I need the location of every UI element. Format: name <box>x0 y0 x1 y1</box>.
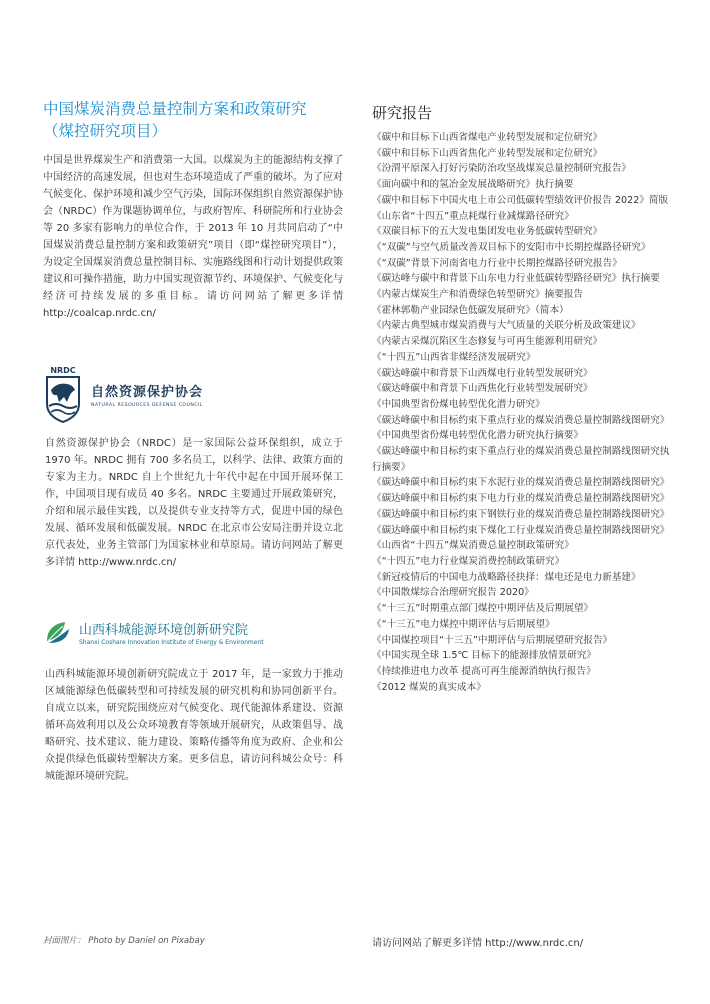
report-item: 《新冠疫情后的中国电力战略路径抉择：煤电还是电力新基建》 <box>372 571 641 583</box>
report-item: 《双碳目标下的五大发电集团发电业务低碳转型研究》 <box>372 226 603 238</box>
report-item: 《中国实现全球 1.5℃ 目标下的能源排放情景研究》 <box>372 650 597 662</box>
coal-cap-body: 中国是世界煤炭生产和消费第一大国。以煤炭为主的能源结构支撑了中国经济的高速发展，但也对生态环境造成了严重的破坏。为了应对气候变化、保护环境和减少空气污染，国际环保组织自然资源保护协会（NRDC）作为课题协调单位，与政府智库、科研院所和行业协会等 20 多家有影响力的单位合作，于 2013 年 10 月共同启动了“中国煤炭消费总量控制方案和政策研究”项目（即“煤控研究项目”），为设定全国煤炭消费总量控制目标、实施路线图和行动计划提供政策建议和可操作措施，助力中国实现资源节约、环境保护、气候变化与经济可持续发展的多重目标。请访问网站了解更多详情 http://coalcap.nrdc.cn/ <box>43 155 343 319</box>
report-item: 《“双碳”与空气质量改善双目标下的安阳市中长期控煤路径研究》 <box>372 241 651 253</box>
nrdc-logo <box>43 363 343 425</box>
report-item: 《碳达峰碳中和背景下山西煤电行业转型发展研究》 <box>372 367 593 379</box>
report-item: 《汾渭平原深入打好污染防治攻坚战煤炭总量控制研究报告》 <box>372 163 632 175</box>
report-list <box>372 130 670 695</box>
nrdc-name-cn: 自然资源保护协会 <box>91 384 204 400</box>
report-item: 《中国典型省份煤电转型优化潜力研究执行摘要》 <box>372 430 584 442</box>
nrdc-mark-text: NRDC <box>50 366 76 375</box>
nrdc-name-en: NATURAL RESOURCES DEFENSE COUNCIL <box>91 402 203 408</box>
report-item: 《碳中和目标下山西省煤电产业转型发展和定位研究》 <box>372 132 603 143</box>
shanxi-name <box>79 619 264 646</box>
coal-cap-section <box>43 98 343 322</box>
report-item: 《持续推进电力改革 提高可再生能源消纳执行报告》 <box>372 665 596 677</box>
report-item: 《内蒙古采煤沉陷区生态修复与可再生能源利用研究》 <box>372 336 603 348</box>
report-item: 《内蒙古典型城市煤炭消费与大气质量的关联分析及政策建议》 <box>372 320 641 332</box>
coal-cap-title <box>43 98 343 142</box>
shanxi-name-cn: 山西科城能源环境创新研究院 <box>79 622 249 638</box>
report-item: 《碳达峰碳中和目标约束下重点行业的煤炭消费总量控制路线图研究执行摘要》 <box>372 446 670 473</box>
nrdc-name <box>91 381 203 408</box>
reports-more-link[interactable]: 请访问网站了解更多详情 http://www.nrdc.cn/ <box>372 938 584 949</box>
report-item: 《碳达峰碳中和目标约束下电力行业的煤炭消费总量控制路线图研究》 <box>372 493 670 505</box>
report-item: 《内蒙古煤炭生产和消费绿色转型研究》摘要报告 <box>372 289 584 301</box>
report-item: 《中国煤控项目“十三五”中期评估与后期展望研究报告》 <box>372 634 613 646</box>
report-item: 《“双碳”背景下河南省电力行业中长期控煤路径研究报告》 <box>372 257 622 269</box>
reports-section <box>372 102 670 695</box>
report-item: 《碳达峰与碳中和背景下山东电力行业低碳转型路径研究》执行摘要 <box>372 273 660 285</box>
report-item: 《碳达峰碳中和目标约束下煤化工行业煤炭消费总量控制路线图研究》 <box>372 524 670 536</box>
report-item: 《2012 煤炭的真实成本》 <box>372 681 486 693</box>
nrdc-body: 自然资源保护协会（NRDC）是一家国际公益环保组织，成立于 1970 年。NRDC 拥有 700 多名员工，以科学、法律、政策方面的专家为主力。NRDC 自上个世纪九十年代中起在中国开展环保工作，中国项目现有成员 40 多名。NRDC 主要通过开展政策研究，介绍和展示最佳实践，以及提供专业支持等方式，促进中国的绿色发展、循环发展和低碳发展。NRDC 在北京市公安局注册并设立北京代表处，业务主管部门为国家林业和草原局。请访问网站了解更多详情 http://www.nrdc.cn/ <box>45 438 343 568</box>
leaf-icon <box>43 617 73 647</box>
report-item: 《山东省“十四五”重点耗煤行业减煤路径研究》 <box>372 210 574 222</box>
report-item: 《“十四五”山西省非煤经济发展研究》 <box>372 351 536 363</box>
report-item: 《碳中和目标下山西省焦化产业转型发展和定位研究》 <box>372 147 603 159</box>
report-item: 《霍林郭勒产业园绿色低碳发展研究》（简本） <box>372 304 569 316</box>
nrdc-section <box>45 435 343 571</box>
report-item: 《面向碳中和的氢冶金发展战略研究》执行摘要 <box>372 179 574 191</box>
shanxi-body: 山西科城能源环境创新研究院成立于 2017 年，是一家致力于推动区域能源绿色低碳转型和可持续发展的研究机构和协同创新平台。自成立以来，研究院围绕应对气候变化、现代能源体系建设、资源循环高效利用以及公众环境教育等领域开展研究，从政策倡导、战略研究、技术建议、能力建设、策略传播等角度为政府、企业和公众提供绿色低碳转型解决方案。更多信息，请访问科城公众号：科城能源环境研究院。 <box>45 669 343 782</box>
report-item: 《碳达峰碳中和目标约束下重点行业的煤炭消费总量控制路线图研究》 <box>372 414 670 426</box>
report-item: 《中国典型省份煤电转型优化潜力研究》 <box>372 398 545 410</box>
shanxi-section <box>45 666 343 785</box>
report-item: 《碳中和目标下中国火电上市公司低碳转型绩效评价报告 2022》简版 <box>372 194 669 206</box>
report-item: 《中国散煤综合治理研究报告 2020》 <box>372 587 534 599</box>
polar-bear-icon <box>43 364 83 424</box>
report-item: 《碳达峰碳中和背景下山西焦化行业转型发展研究》 <box>372 383 593 395</box>
shanxi-name-en: Shanxi Coshare Innovation Institute of Energy & Environment <box>79 638 264 646</box>
report-item: 《“十三五”时期重点部门煤控中期评估及后期展望》 <box>372 603 594 615</box>
report-item: 《碳达峰碳中和目标约束下水泥行业的煤炭消费总量控制路线图研究》 <box>372 477 670 489</box>
report-item: 《山西省“十四五”煤炭消费总量控制政策研究》 <box>372 540 574 552</box>
coal-cap-title-line1: 中国煤炭消费总量控制方案和政策研究 <box>43 100 307 118</box>
report-item: 《“十三五”电力煤控中期评估与后期展望》 <box>372 618 555 630</box>
shanxi-logo <box>43 612 343 652</box>
cover-credit: 封面图片： Photo by Daniel on Pixabay <box>43 936 205 946</box>
coal-cap-title-line2: （煤控研究项目） <box>43 122 168 140</box>
report-item: 《碳达峰碳中和目标约束下钢铁行业的煤炭消费总量控制路线图研究》 <box>372 508 670 520</box>
reports-heading: 研究报告 <box>372 104 433 122</box>
report-item: 《“十四五”电力行业煤炭消费控制政策研究》 <box>372 555 565 567</box>
